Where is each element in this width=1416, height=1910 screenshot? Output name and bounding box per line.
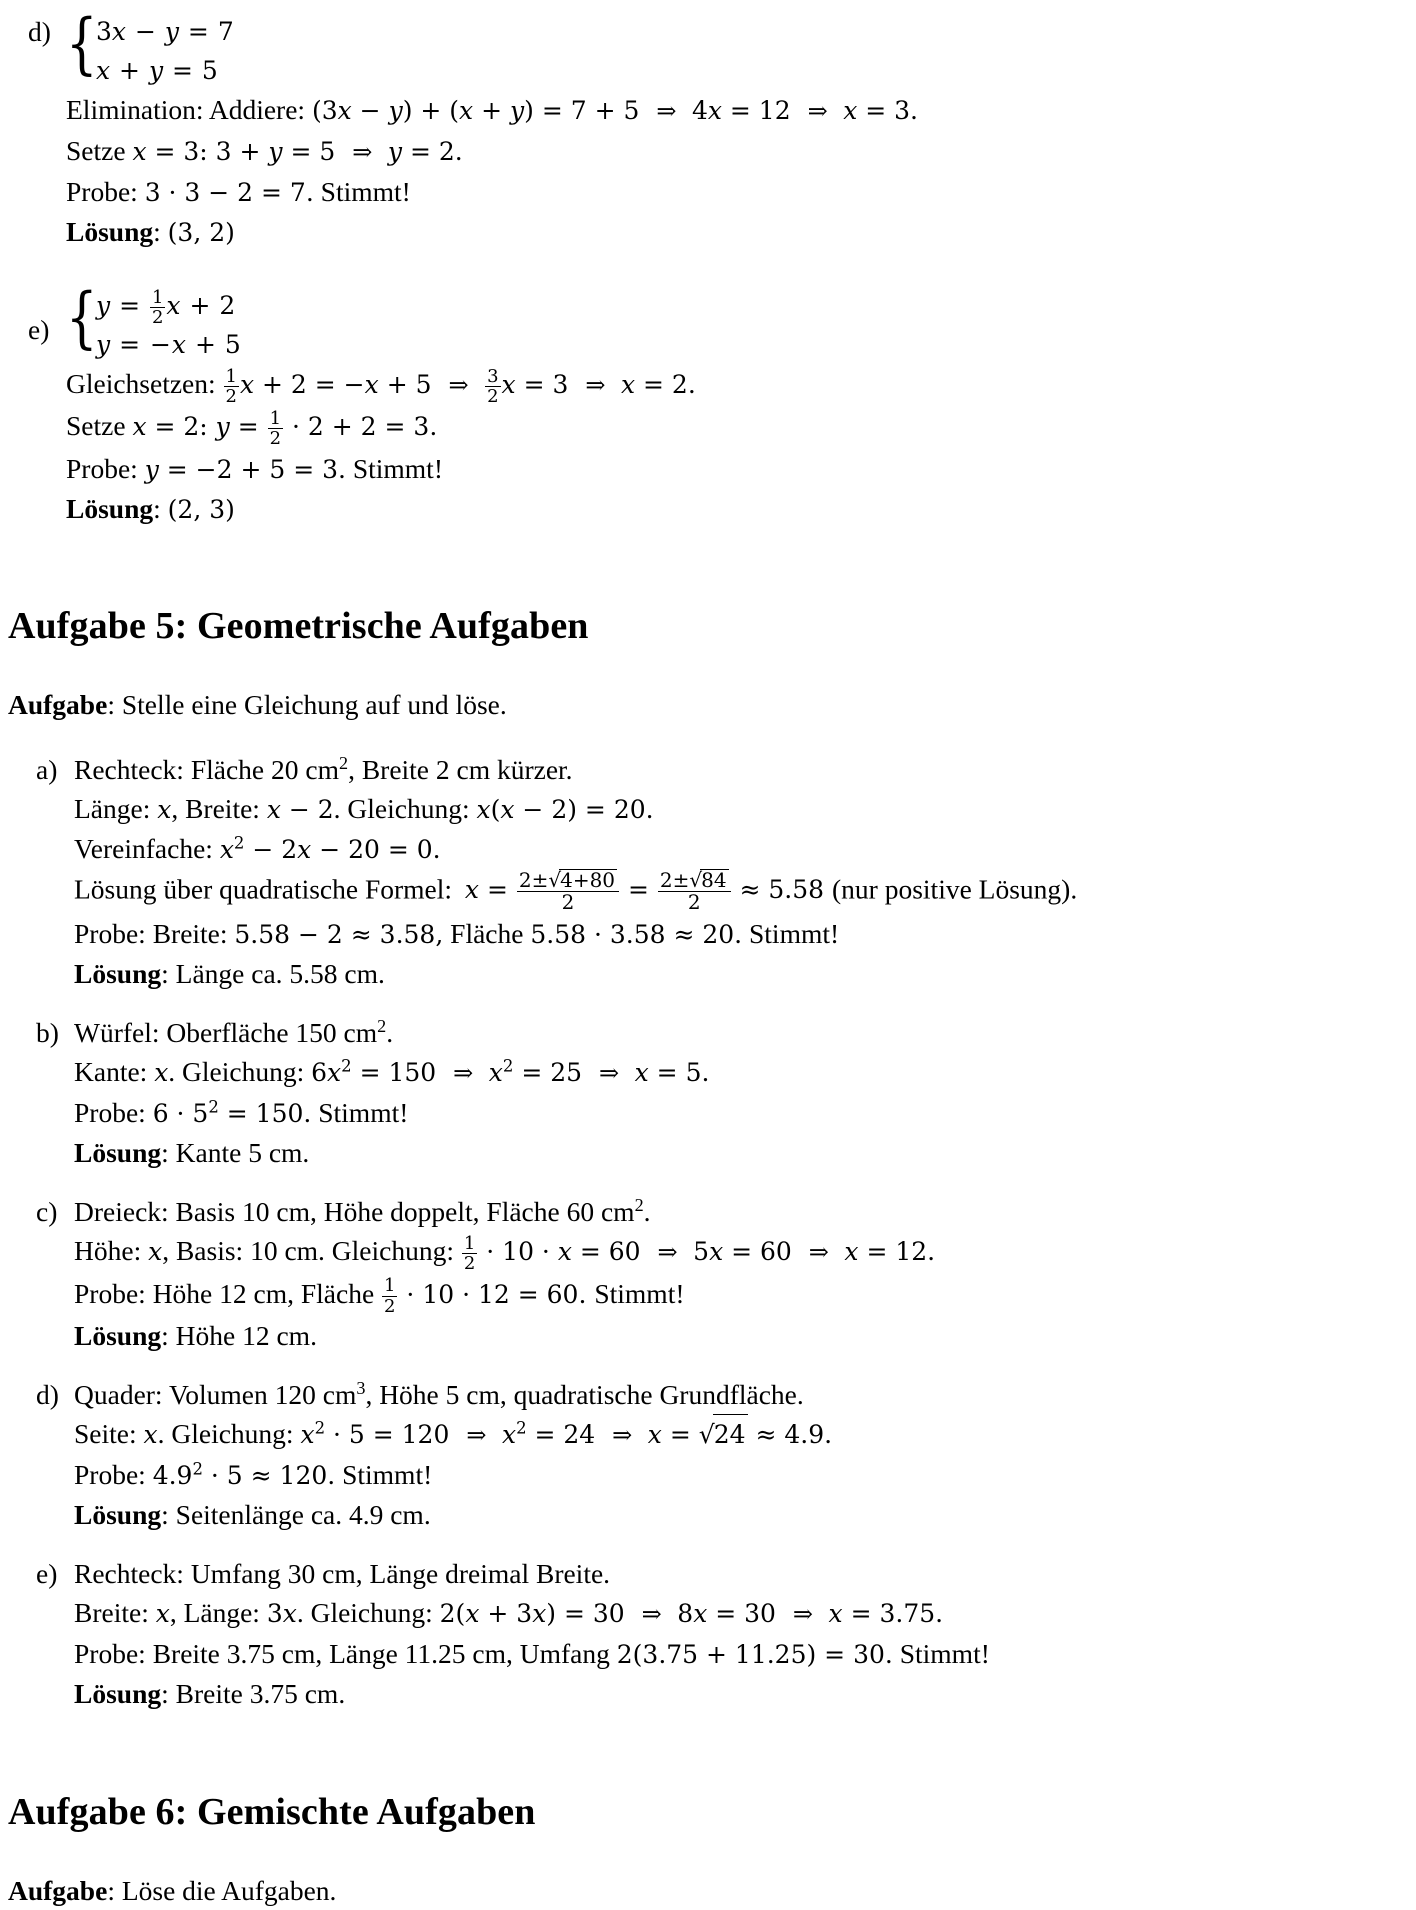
equation-row: 3x − y = 7 <box>96 17 234 46</box>
item-title: Würfel: Oberfläche 150 $cm^2$. <box>74 1015 394 1049</box>
item-loesung <box>74 1674 1416 1713</box>
section-heading-aufgabe-6: Aufgabe 6: Gemischte Aufgaben <box>8 1790 536 1833</box>
item-formula <box>74 869 1124 914</box>
equation-system-e <box>66 279 241 364</box>
item-loesung <box>74 954 1416 993</box>
variable-x: x <box>148 1237 163 1267</box>
math-expression: $\frac{1}{2}$ · 10 · 12 = 60. <box>384 1275 595 1317</box>
spacer <box>0 1713 1416 1789</box>
implies-icon: ⇒ <box>466 1420 485 1449</box>
section-heading-aufgabe-5: Aufgabe 5: Geometrische Aufgaben <box>8 604 589 647</box>
item-loesung <box>74 1316 1416 1355</box>
equation-row: y = −x + 5 <box>96 330 241 359</box>
item-title: Quader: Volumen 120 $cm^3$, Höhe 5 cm, quadratische Grundfläche. <box>74 1377 804 1410</box>
math-expression: (3x − y) + (x + y) = 7 + 5 ⇒ 4x = 12 ⇒ x = 3. <box>312 96 918 125</box>
math-expression: 3 · 3 − 2 = 7. <box>144 178 314 207</box>
math-expression: 5.58 · 3.58 ≈ 20. <box>530 920 743 950</box>
implies-icon: ⇒ <box>352 138 371 166</box>
implies-icon: ⇒ <box>657 1238 677 1267</box>
solution-line-probe <box>66 449 1416 489</box>
label-gleichsetzen: Gleichsetzen: <box>66 368 216 399</box>
list-item-5e <box>0 1554 1416 1713</box>
spacer <box>0 529 1416 603</box>
implies-icon: ⇒ <box>448 371 468 399</box>
label-seite: Seite: <box>74 1417 137 1449</box>
label-laenge: Länge: <box>183 1596 260 1628</box>
label-setze: Setze <box>66 410 126 442</box>
item-loesung <box>74 1133 1416 1172</box>
spacer <box>0 252 1416 282</box>
list-marker-5e: e) <box>36 1557 58 1589</box>
label-setze: Setze <box>66 135 126 166</box>
loesung-text: : Länge ca. 5.58 cm. <box>161 958 385 990</box>
implies-icon: ⇒ <box>612 1420 631 1449</box>
sqrt-24: √24 <box>699 1414 748 1454</box>
variable-x: x <box>155 1598 170 1628</box>
item-title: Dreieck: Basis 10 cm, Höhe doppelt, Fläche 60 $cm^2$. <box>74 1194 651 1228</box>
loesung-text: : Seitenlänge ca. 4.9 cm. <box>161 1498 431 1530</box>
label-flaeche: Fläche <box>450 918 524 950</box>
label-gleichung: Gleichung: <box>182 1056 305 1088</box>
item-probe: Probe: Breite 3.75 cm, Länge 11.25 cm, Umfang 2(3.75 + 11.25) = 30. Stimmt! <box>74 1637 990 1669</box>
fraction-quadratic-2: $\frac{2\pm√84}{2}$ <box>658 869 731 914</box>
label-gleichung: Gleichung: <box>310 1596 433 1628</box>
variable-x: x <box>154 1058 169 1088</box>
equation-system-d <box>66 5 234 90</box>
implies-icon: ⇒ <box>453 1059 472 1088</box>
list-item-e <box>0 279 1416 529</box>
label-probe: Probe: <box>74 1277 146 1309</box>
solution-line-gleichsetzen <box>66 364 1416 406</box>
list-marker-e: e) <box>28 314 50 345</box>
label-probe: Probe: <box>66 176 138 207</box>
math-expression: x − 2 <box>266 794 334 824</box>
label-gleichung: Gleichung: <box>171 1417 294 1449</box>
item-setup: Breite: x, Länge: 3x. Gleichung: 2(x + 3x) = 30 ⇒ 8x = 30 ⇒ x = 3.75. <box>74 1593 1416 1634</box>
list-item-5b <box>0 1013 1416 1172</box>
label-stimmt: Stimmt! <box>318 1097 409 1129</box>
equation-row: x + y = 5 <box>96 56 218 85</box>
prompt-text: : Stelle eine Gleichung auf und löse. <box>107 688 507 720</box>
label-stimmt: Stimmt! <box>899 1637 990 1669</box>
spacer <box>0 1534 1416 1554</box>
label-gleichung: Gleichung: <box>347 792 470 824</box>
math-expression: $6 \cdot 5^2 = 150$. <box>152 1097 312 1129</box>
math-expression: 2(3.75 + 11.25) = 30. <box>616 1639 893 1669</box>
label-loesung: Lösung <box>66 216 154 247</box>
label-probe: Probe: <box>74 1097 146 1129</box>
label-loesung: Lösung <box>74 1137 162 1169</box>
item-setup: Höhe: x, Basis: 10 cm. Gleichung: $\frac{1}{2}$ · 10 · x = 60 ⇒ 5x = 60 ⇒ x = 12. <box>74 1232 936 1275</box>
label-laenge: Länge: <box>74 792 151 824</box>
list-marker-5d: d) <box>36 1378 59 1410</box>
list-marker-5c: c) <box>36 1196 58 1228</box>
implies-icon: ⇒ <box>641 1599 661 1628</box>
solution-line-elimination <box>66 90 1416 131</box>
document-page <box>0 5 1416 1906</box>
label-kante: Kante: <box>74 1056 148 1088</box>
label-stimmt: Stimmt! <box>749 918 840 950</box>
spacer <box>0 1835 1416 1871</box>
math-expression: 5.58 − 2 ≈ 3.58, <box>234 920 444 950</box>
math-expression: 3x <box>266 1598 297 1628</box>
item-setup: Seite: x. Gleichung: $x^2 \cdot 5 = 120$ ⇒ $x^2 = 24$ ⇒ x = √24 ≈ 4.9. <box>74 1414 1416 1455</box>
list-item-5d <box>0 1375 1416 1534</box>
item-loesung <box>74 1495 1416 1534</box>
implies-icon: ⇒ <box>656 97 675 125</box>
variable-x: x <box>143 1419 158 1449</box>
implies-icon: ⇒ <box>585 371 605 399</box>
sqrt-84: √84 <box>689 867 727 892</box>
list-item-d <box>0 5 1416 252</box>
formula-note: (nur positive Lösung). <box>832 873 1078 905</box>
item-probe: Probe: Höhe 12 cm, Fläche $\frac{1}{2}$ · 10 · 12 = 60. Stimmt! <box>74 1275 685 1317</box>
math-expression: y = −2 + 5 = 3. <box>144 454 346 484</box>
label-formel: Lösung über quadratische Formel: <box>74 873 453 905</box>
loesung-text: : Breite 3.75 cm. <box>161 1677 346 1709</box>
colon: : <box>153 492 161 524</box>
spacer <box>0 1172 1416 1192</box>
solution-line-probe <box>66 172 1416 212</box>
solution-line-loesung <box>66 212 1416 252</box>
section-prompt-aufgabe-6 <box>8 1871 1416 1910</box>
label-loesung: Lösung <box>74 1677 162 1709</box>
label-stimmt: Stimmt! <box>320 176 411 207</box>
item-setup: Länge: x, Breite: x − 2. Gleichung: x(x − 2) = 20. <box>74 792 654 824</box>
label-stimmt: Stimmt! <box>342 1458 433 1490</box>
math-expression: $x^2 \cdot 5 = 120$ ⇒ $x^2 = 24$ ⇒ x = √24 ≈ 4.9. <box>300 1420 832 1449</box>
label-breite: Breite: <box>152 918 228 950</box>
quadratic-formula: x = $\frac{2\pm√4+80}{2}$ = $\frac{2\pm√84}{2}$ ≈ 5.58 <box>464 867 833 915</box>
variable-x: x <box>157 794 172 824</box>
item-title: Rechteck: Umfang 30 cm, Länge dreimal Breite. <box>74 1557 611 1589</box>
colon: : <box>153 216 161 247</box>
fraction-one-half: $\frac{1}{2}$ <box>269 408 282 450</box>
solution-value-e: (2, 3) <box>167 494 235 524</box>
math-expression: x = 2: y = $\frac{1}{2}$ · 2 + 2 = 3. <box>132 408 438 450</box>
label-probe: Probe: <box>66 452 138 484</box>
implies-icon: ⇒ <box>599 1059 618 1088</box>
item-probe <box>74 1093 1416 1133</box>
list-item-5c <box>0 1192 1416 1355</box>
math-expression: 2(x + 3x) = 30 ⇒ 8x = 30 ⇒ x = 3.75. <box>440 1599 943 1628</box>
item-probe <box>74 914 1416 954</box>
math-expression: x = 3: 3 + y = 5 ⇒ y = 2. <box>132 137 462 166</box>
list-item-5a <box>0 750 1416 993</box>
item-title: Rechteck: Fläche 20 $cm^2$, Breite 2 cm kürzer. <box>74 752 573 785</box>
equation-row: y = $\frac{1}{2}$ x + 2 <box>96 286 236 328</box>
fraction-one-half: $\frac{1}{2}$ <box>151 286 164 328</box>
label-loesung: Lösung <box>74 1498 162 1530</box>
math-expression: $\frac{1}{2}$ x + 2 = −x + 5 ⇒ $\frac{3}{2}$ x = 3 ⇒ x = 2. <box>225 365 696 407</box>
prompt-label: Aufgabe <box>8 1874 108 1906</box>
math-expression: $\frac{1}{2}$ · 10 · x = 60 ⇒ 5x = 60 ⇒ x = 12. <box>463 1232 936 1275</box>
item-probe <box>74 1455 1416 1495</box>
label-stimmt: Stimmt! <box>594 1277 685 1309</box>
solution-line-loesung <box>66 489 1416 529</box>
label-probe: Probe: <box>74 1458 146 1490</box>
list-marker-d: d) <box>28 16 51 47</box>
label-stimmt: Stimmt! <box>352 452 443 484</box>
item-simplify <box>74 829 1416 869</box>
label-loesung: Lösung <box>74 1319 162 1351</box>
label-hoehe: Höhe: <box>74 1235 142 1267</box>
sqrt-4-plus-80: √4+80 <box>548 867 616 892</box>
spacer <box>0 1355 1416 1375</box>
spacer <box>0 993 1416 1013</box>
solution-line-setze <box>66 406 1416 448</box>
fraction-one-half: $\frac{1}{2}$ <box>463 1232 476 1275</box>
label-breite: Breite: <box>74 1596 149 1628</box>
brace-icon: { <box>66 279 98 356</box>
label-loesung: Lösung <box>74 958 162 990</box>
solution-value-d: (3, 2) <box>167 218 235 247</box>
section-prompt-aufgabe-5 <box>8 685 1416 724</box>
label-probe: Probe: <box>74 1637 146 1669</box>
fraction-quadratic-1: $\frac{2\pm√4+80}{2}$ <box>517 869 619 914</box>
label-breite: Breite: <box>185 792 260 824</box>
label-basis: Basis: <box>175 1235 244 1267</box>
list-marker-5a: a) <box>36 753 58 785</box>
loesung-text: : Kante 5 cm. <box>161 1137 310 1169</box>
fraction-three-halves: $\frac{3}{2}$ <box>487 365 499 407</box>
math-expression: $6x^2 = 150$ ⇒ $x^2 = 25$ ⇒ x = 5. <box>311 1058 709 1087</box>
solution-line-setze <box>66 131 1416 172</box>
item-setup: Kante: x. Gleichung: $6x^2 = 150$ ⇒ $x^2 = 25$ ⇒ x = 5. <box>74 1052 1416 1093</box>
label-gleichung: Gleichung: <box>331 1235 454 1267</box>
prompt-text: : Löse die Aufgaben. <box>107 1874 337 1906</box>
list-marker-5b: b) <box>36 1017 59 1049</box>
fraction-one-half: $\frac{1}{2}$ <box>225 365 237 407</box>
implies-icon: ⇒ <box>792 1599 812 1628</box>
spacer <box>0 649 1416 685</box>
fraction-one-half: $\frac{1}{2}$ <box>384 1275 396 1317</box>
implies-icon: ⇒ <box>807 97 827 125</box>
label-elimination: Elimination: Addiere: <box>66 94 306 125</box>
brace-icon: { <box>66 5 98 82</box>
math-expression: $4.9^2 \cdot 5 \approx 120$. <box>152 1459 336 1490</box>
prompt-label: Aufgabe <box>8 688 108 720</box>
loesung-text: : Höhe 12 cm. <box>161 1319 317 1351</box>
label-probe: Probe: <box>74 918 146 950</box>
math-expression: x(x − 2) = 20. <box>476 794 654 824</box>
math-expression: $x^2 - 2x - 20 = 0$. <box>219 833 441 864</box>
label-vereinfache: Vereinfache: <box>74 832 213 864</box>
label-loesung: Lösung <box>66 492 154 524</box>
implies-icon: ⇒ <box>808 1238 828 1267</box>
spacer <box>0 724 1416 750</box>
